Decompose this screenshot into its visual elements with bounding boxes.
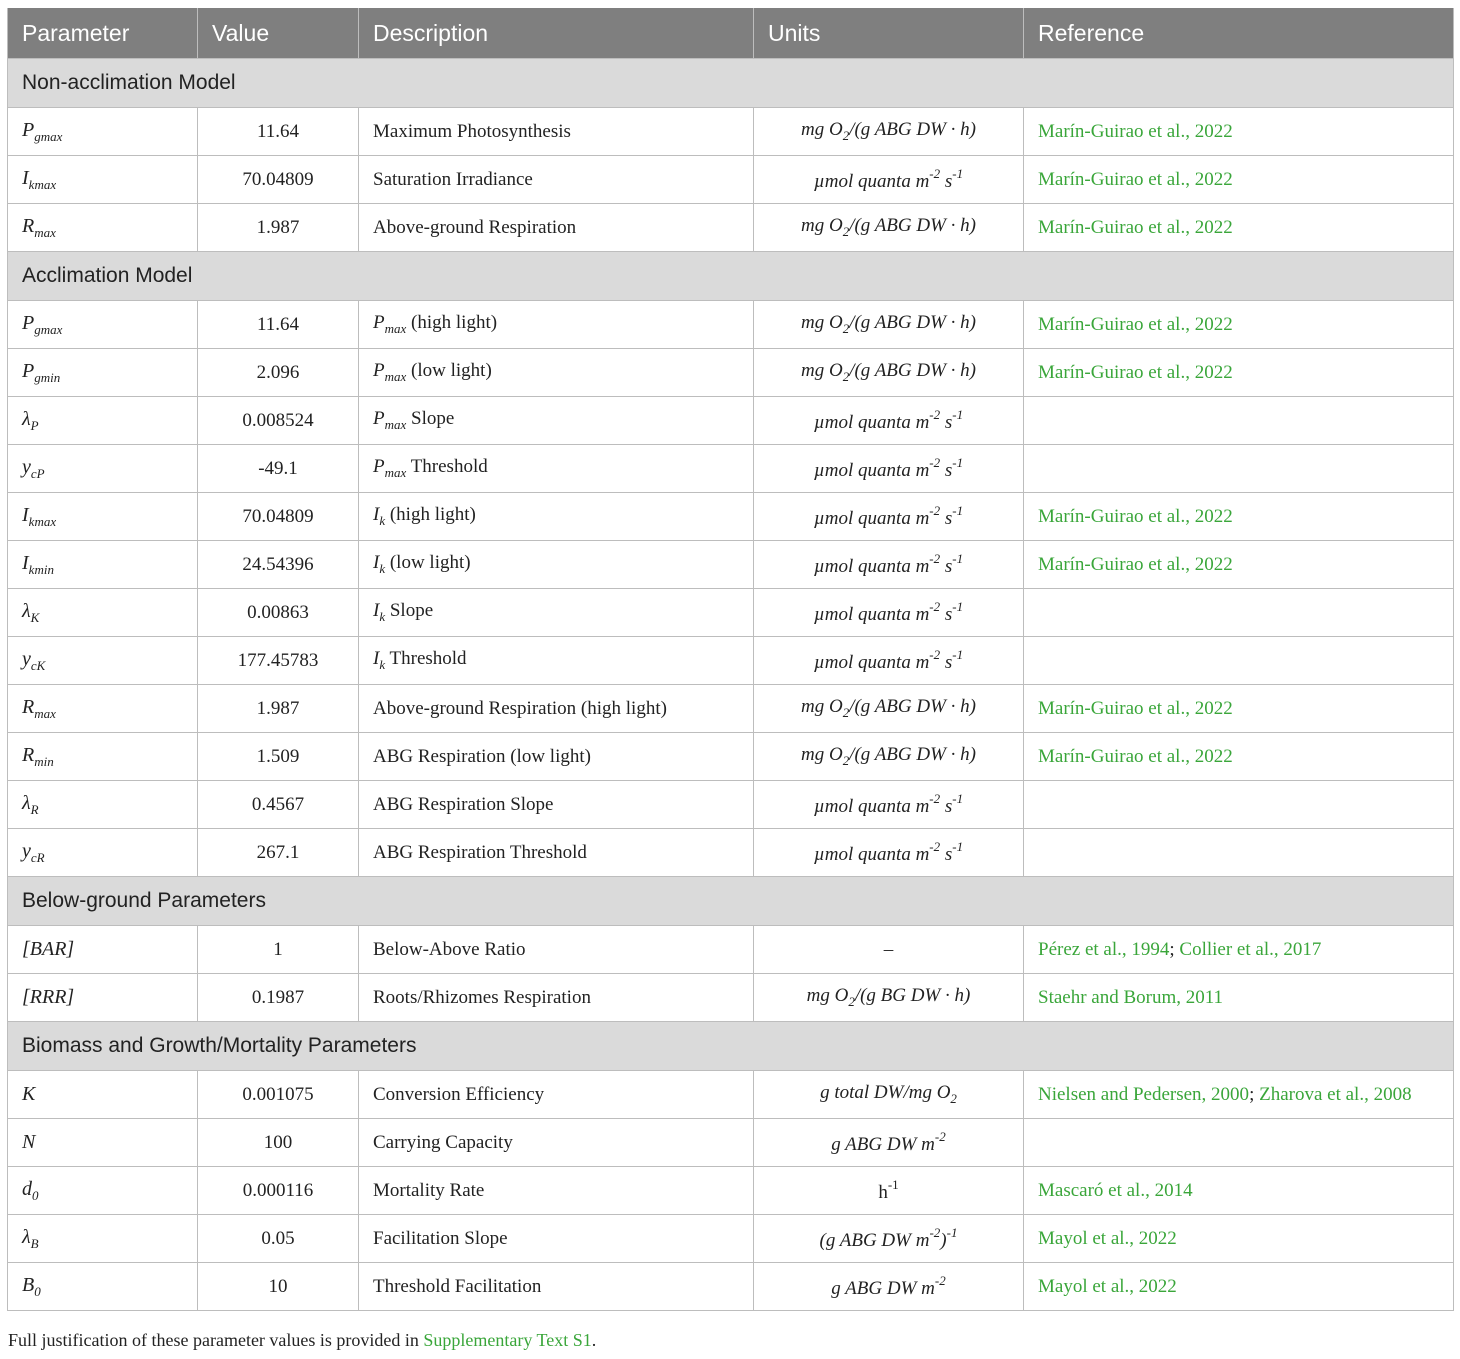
description-cell (359, 204, 754, 252)
reference-cell (1024, 1071, 1454, 1119)
description-cell (359, 926, 754, 974)
units-cell: µmol quanta $m^{-2}$ $s^{-1}$ (754, 445, 1024, 493)
param-cell (8, 301, 198, 349)
units-cell: $h^{-1}$ (754, 1167, 1024, 1215)
ref-separator: ; (1169, 938, 1180, 960)
header-units: Units (754, 8, 1024, 59)
param-symbol: [RRR] (22, 986, 75, 1008)
param-symbol: d (22, 1177, 32, 1200)
footnote-text: Full justification of these parameter values is provided in (8, 1330, 424, 1350)
param-cell (8, 926, 198, 974)
units-cell: mg $O_2/(g$ ABG DW · h) (754, 301, 1024, 349)
value-cell: 0.001075 (198, 1071, 359, 1119)
desc-symbol: P (373, 360, 385, 381)
desc-subscript: k (379, 561, 386, 576)
param-symbol: P (22, 311, 35, 334)
units-cell: mg $O_2/(g$ ABG DW · h) (754, 685, 1024, 733)
desc-text: Carrying Capacity (373, 1131, 513, 1153)
units-cell: µmol quanta $m^{-2}$ $s^{-1}$ (754, 541, 1024, 589)
desc-text: Above-ground Respiration (373, 216, 577, 238)
param-subscript: min (34, 753, 54, 769)
table-row (8, 733, 1454, 781)
reference-cell (1024, 156, 1454, 204)
param-cell (8, 493, 198, 541)
reference-cell (1024, 637, 1454, 685)
reference-link[interactable]: Marín-Guirao et al., 2022 (1038, 553, 1233, 575)
description-cell (359, 108, 754, 156)
description-cell (359, 541, 754, 589)
section-row (8, 59, 1454, 108)
desc-text: Maximum Photosynthesis (373, 120, 571, 142)
param-symbol: R (22, 695, 35, 718)
reference-cell (1024, 108, 1454, 156)
desc-symbol: I (373, 648, 380, 669)
param-symbol: B (22, 1273, 35, 1296)
param-symbol: I (22, 551, 29, 574)
desc-text: (low light) (406, 360, 492, 381)
reference-link[interactable]: Marín-Guirao et al., 2022 (1038, 361, 1233, 383)
param-cell (8, 733, 198, 781)
value-cell: 1 (198, 926, 359, 974)
desc-text: (high light) (406, 312, 498, 333)
param-cell (8, 637, 198, 685)
header-parameter: Parameter (8, 8, 198, 59)
table-row (8, 156, 1454, 204)
param-symbol: λ (22, 599, 31, 622)
header-row (8, 8, 1454, 59)
units-cell: µmol quanta $m^{-2}$ $s^{-1}$ (754, 156, 1024, 204)
desc-symbol: P (373, 312, 385, 333)
reference-cell (1024, 204, 1454, 252)
section-title: Below-ground Parameters (8, 877, 1454, 926)
param-symbol: y (22, 455, 31, 478)
description-cell (359, 974, 754, 1022)
value-cell: 11.64 (198, 108, 359, 156)
description-cell (359, 1215, 754, 1263)
description-cell (359, 1119, 754, 1167)
header-reference: Reference (1024, 8, 1454, 59)
param-subscript: max (34, 705, 56, 721)
value-cell: 100 (198, 1119, 359, 1167)
desc-subscript: max (384, 417, 407, 432)
value-cell: 2.096 (198, 349, 359, 397)
reference-cell (1024, 493, 1454, 541)
table-row (8, 1263, 1454, 1311)
param-cell (8, 445, 198, 493)
table-row (8, 926, 1454, 974)
section-title: Biomass and Growth/Mortality Parameters (8, 1022, 1454, 1071)
desc-text: Conversion Efficiency (373, 1083, 545, 1105)
reference-cell (1024, 1263, 1454, 1311)
value-cell: 24.54396 (198, 541, 359, 589)
param-cell (8, 685, 198, 733)
param-subscript: cR (30, 849, 45, 865)
param-subscript: kmin (28, 561, 54, 577)
param-symbol: y (22, 839, 31, 862)
description-cell (359, 349, 754, 397)
reference-link[interactable]: Staehr and Borum, 2011 (1038, 986, 1224, 1008)
param-symbol: y (22, 647, 31, 670)
description-cell (359, 1167, 754, 1215)
param-symbol: λ (22, 791, 31, 814)
reference-cell (1024, 1167, 1454, 1215)
param-cell (8, 1167, 198, 1215)
reference-cell (1024, 349, 1454, 397)
param-symbol: I (22, 166, 29, 189)
param-subscript: gmin (34, 369, 61, 385)
desc-subscript: k (379, 609, 386, 624)
table-row (8, 349, 1454, 397)
value-cell: 0.1987 (198, 974, 359, 1022)
description-cell (359, 156, 754, 204)
value-cell: 70.04809 (198, 156, 359, 204)
reference-link[interactable]: Marín-Guirao et al., 2022 (1038, 216, 1233, 238)
description-cell (359, 1071, 754, 1119)
desc-text: Threshold Facilitation (373, 1275, 542, 1297)
param-symbol: P (22, 118, 35, 141)
param-symbol: λ (22, 407, 31, 430)
table-row (8, 445, 1454, 493)
table-body (8, 59, 1454, 1311)
description-cell (359, 685, 754, 733)
desc-symbol: P (373, 408, 385, 429)
units-cell: – (754, 926, 1024, 974)
reference-link[interactable]: Marín-Guirao et al., 2022 (1038, 745, 1233, 767)
table-row (8, 1215, 1454, 1263)
units-cell: g ABG DW $m^{-2}$ (754, 1263, 1024, 1311)
reference-cell (1024, 733, 1454, 781)
description-cell (359, 301, 754, 349)
param-symbol: λ (22, 1225, 31, 1248)
param-subscript: gmax (34, 321, 63, 337)
value-cell: 70.04809 (198, 493, 359, 541)
param-subscript: cK (30, 657, 46, 673)
param-symbol: I (22, 503, 29, 526)
desc-symbol: I (373, 600, 380, 621)
reference-cell (1024, 685, 1454, 733)
section-row (8, 1022, 1454, 1071)
table-row (8, 1119, 1454, 1167)
param-subscript: 0 (34, 1283, 41, 1299)
desc-text: Slope (406, 408, 455, 429)
table-row (8, 301, 1454, 349)
parameter-table (7, 8, 1454, 1311)
desc-text: Threshold (385, 648, 467, 669)
param-cell (8, 397, 198, 445)
footnote-end: . (591, 1330, 597, 1350)
reference-link[interactable]: Mascaró et al., 2014 (1038, 1179, 1193, 1201)
description-cell (359, 445, 754, 493)
reference-link[interactable]: Marín-Guirao et al., 2022 (1038, 697, 1233, 719)
desc-text: (high light) (385, 504, 476, 525)
table-footnote (8, 1330, 596, 1351)
table-row (8, 974, 1454, 1022)
value-cell: 10 (198, 1263, 359, 1311)
reference-cell (1024, 301, 1454, 349)
value-cell: 11.64 (198, 301, 359, 349)
reference-cell (1024, 829, 1454, 877)
table-row (8, 1071, 1454, 1119)
desc-subscript: k (379, 513, 386, 528)
units-cell: µmol quanta $m^{-2}$ $s^{-1}$ (754, 493, 1024, 541)
param-symbol: R (22, 214, 35, 237)
param-subscript: P (30, 417, 39, 433)
reference-cell (1024, 781, 1454, 829)
units-cell: mg $O_2/(g$ ABG DW · h) (754, 733, 1024, 781)
table-row (8, 589, 1454, 637)
desc-symbol: P (373, 456, 385, 477)
units-cell: µmol quanta $m^{-2}$ $s^{-1}$ (754, 829, 1024, 877)
header-value: Value (198, 8, 359, 59)
value-cell: 1.509 (198, 733, 359, 781)
value-cell: 0.000116 (198, 1167, 359, 1215)
reference-link[interactable]: Marín-Guirao et al., 2022 (1038, 168, 1233, 190)
reference-link[interactable]: Mayol et al., 2022 (1038, 1275, 1177, 1297)
reference-link[interactable]: Pérez et al., 1994 (1038, 938, 1170, 960)
value-cell: 1.987 (198, 204, 359, 252)
section-row (8, 877, 1454, 926)
units-cell: mg $O_2/(g$ ABG DW · h) (754, 349, 1024, 397)
header-description: Description (359, 8, 754, 59)
desc-text: Mortality Rate (373, 1179, 485, 1201)
param-subscript: B (30, 1235, 39, 1251)
ref-separator: ; (1249, 1083, 1260, 1105)
reference-cell (1024, 926, 1454, 974)
desc-symbol: I (373, 552, 380, 573)
value-cell: 1.987 (198, 685, 359, 733)
units-cell: mg $O_2/(g$ BG DW · h) (754, 974, 1024, 1022)
reference-link[interactable]: Marín-Guirao et al., 2022 (1038, 120, 1233, 142)
reference-link[interactable]: Marín-Guirao et al., 2022 (1038, 313, 1233, 335)
reference-link[interactable]: Marín-Guirao et al., 2022 (1038, 505, 1233, 527)
desc-text: Facilitation Slope (373, 1227, 508, 1249)
table-row (8, 1167, 1454, 1215)
units-cell: µmol quanta $m^{-2}$ $s^{-1}$ (754, 637, 1024, 685)
param-symbol: R (22, 743, 35, 766)
reference-cell (1024, 541, 1454, 589)
value-cell: 0.4567 (198, 781, 359, 829)
desc-text: Above-ground Respiration (high light) (373, 697, 667, 719)
param-cell (8, 108, 198, 156)
param-cell (8, 781, 198, 829)
units-cell: µmol quanta $m^{-2}$ $s^{-1}$ (754, 781, 1024, 829)
param-cell (8, 204, 198, 252)
units-cell: g total DW/mg $O_2$ (754, 1071, 1024, 1119)
table-row (8, 781, 1454, 829)
units-cell: mg $O_2/(g$ ABG DW · h) (754, 204, 1024, 252)
section-title: Non-acclimation Model (8, 59, 1454, 108)
param-cell (8, 1263, 198, 1311)
description-cell (359, 397, 754, 445)
description-cell (359, 589, 754, 637)
param-subscript: cP (30, 465, 45, 481)
reference-link[interactable]: Collier et al., 2017 (1179, 938, 1322, 960)
param-symbol: P (22, 359, 35, 382)
value-cell: 0.008524 (198, 397, 359, 445)
desc-text: Below-Above Ratio (373, 938, 526, 960)
desc-symbol: I (373, 504, 380, 525)
param-cell (8, 974, 198, 1022)
description-cell (359, 637, 754, 685)
desc-text: Threshold (406, 456, 488, 477)
param-cell (8, 349, 198, 397)
desc-text: Saturation Irradiance (373, 168, 533, 190)
desc-text: ABG Respiration (low light) (373, 745, 591, 767)
reference-link[interactable]: Mayol et al., 2022 (1038, 1227, 1177, 1249)
desc-text: Roots/Rhizomes Respiration (373, 986, 591, 1008)
value-cell: 177.45783 (198, 637, 359, 685)
description-cell (359, 829, 754, 877)
description-cell (359, 781, 754, 829)
reference-cell (1024, 445, 1454, 493)
table-row (8, 637, 1454, 685)
desc-subscript: max (384, 321, 407, 336)
value-cell: 0.05 (198, 1215, 359, 1263)
reference-cell (1024, 1119, 1454, 1167)
param-cell (8, 1119, 198, 1167)
reference-cell (1024, 974, 1454, 1022)
desc-subscript: max (384, 369, 407, 384)
units-cell: (g ABG DW $m^{-2})^{-1}$ (754, 1215, 1024, 1263)
param-symbol: K (22, 1083, 36, 1105)
value-cell: 0.00863 (198, 589, 359, 637)
param-cell (8, 156, 198, 204)
units-cell: µmol quanta $m^{-2}$ $s^{-1}$ (754, 397, 1024, 445)
value-cell: 267.1 (198, 829, 359, 877)
param-cell (8, 541, 198, 589)
param-subscript: 0 (32, 1187, 39, 1203)
table-row (8, 397, 1454, 445)
supplementary-link[interactable]: Supplementary Text S1 (423, 1330, 592, 1350)
section-row (8, 252, 1454, 301)
units-cell: g ABG DW $m^{-2}$ (754, 1119, 1024, 1167)
units-cell: µmol quanta $m^{-2}$ $s^{-1}$ (754, 589, 1024, 637)
table-row (8, 108, 1454, 156)
description-cell (359, 733, 754, 781)
table-row (8, 493, 1454, 541)
reference-link[interactable]: Nielsen and Pedersen, 2000 (1038, 1083, 1250, 1105)
description-cell (359, 493, 754, 541)
desc-subscript: max (384, 465, 407, 480)
param-subscript: R (30, 801, 39, 817)
param-cell (8, 589, 198, 637)
param-subscript: kmax (28, 513, 57, 529)
desc-text: ABG Respiration Threshold (373, 841, 587, 863)
table-header (8, 8, 1454, 59)
desc-text: ABG Respiration Slope (373, 793, 554, 815)
param-symbol: N (22, 1131, 36, 1153)
table-row (8, 685, 1454, 733)
param-subscript: max (34, 224, 56, 240)
desc-subscript: k (379, 657, 386, 672)
param-symbol: [BAR] (22, 938, 75, 960)
table-row (8, 829, 1454, 877)
units-cell: mg $O_2/(g$ ABG DW · h) (754, 108, 1024, 156)
table-row (8, 204, 1454, 252)
reference-cell (1024, 397, 1454, 445)
desc-text: (low light) (385, 552, 471, 573)
param-cell (8, 1215, 198, 1263)
value-cell: -49.1 (198, 445, 359, 493)
param-subscript: gmax (34, 128, 63, 144)
desc-text: Slope (385, 600, 434, 621)
section-title: Acclimation Model (8, 252, 1454, 301)
reference-cell (1024, 589, 1454, 637)
reference-link[interactable]: Zharova et al., 2008 (1259, 1083, 1412, 1105)
param-cell (8, 829, 198, 877)
reference-cell (1024, 1215, 1454, 1263)
table-row (8, 541, 1454, 589)
description-cell (359, 1263, 754, 1311)
param-cell (8, 1071, 198, 1119)
param-subscript: K (30, 609, 40, 625)
param-subscript: kmax (28, 176, 57, 192)
